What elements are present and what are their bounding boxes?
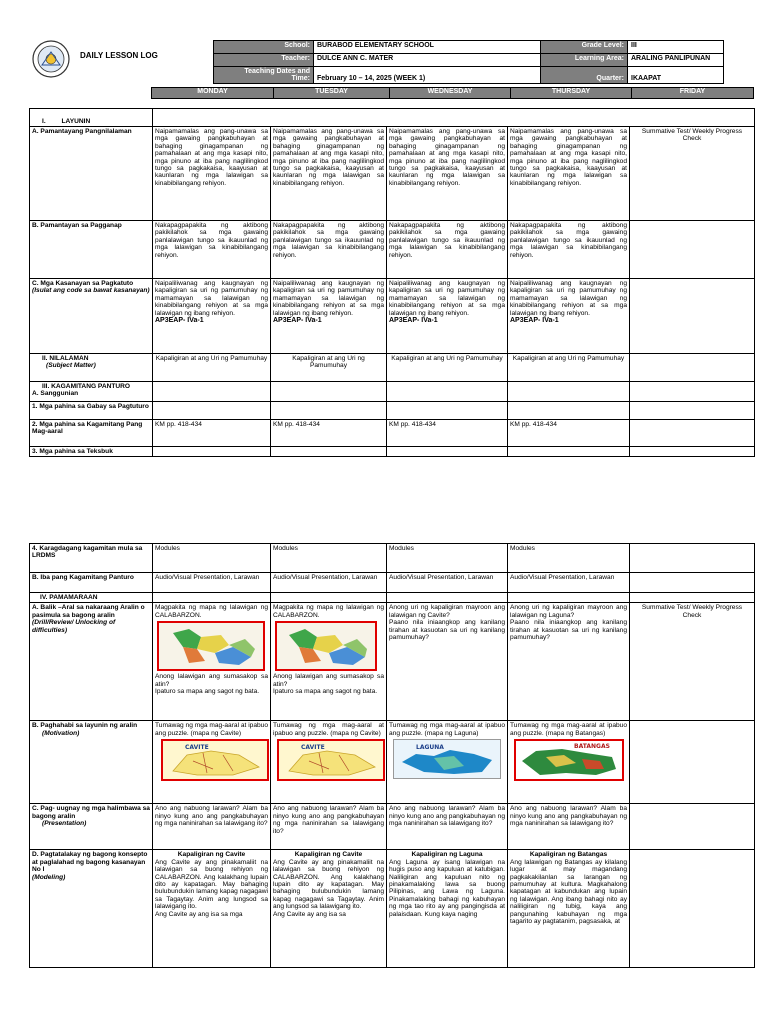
empty-cell <box>508 593 630 603</box>
mon-nilalaman: Kapaligiran at ang Uri ng Pamumuhay <box>153 354 271 382</box>
quarter-value: IKAAPAT <box>628 67 724 84</box>
teaching-dates-value: February 10 – 14, 2025 (WEEK 1) <box>314 67 541 84</box>
school-value: BURABOD ELEMENTARY SCHOOL <box>314 41 541 54</box>
thu-paghahabi <box>508 721 630 804</box>
thu-pag-uugnay: Ano ang nabuong larawan? Alam ba ninyo kung ano ang pangkabuhayan ng mga naninirahan sa lalawigang ito? <box>508 804 630 850</box>
cavite-map-image <box>277 739 385 781</box>
label-kagamitang-pang-mag-aaral: 2. Mga pahina sa Kagamitang Pang Mag-aaral <box>30 420 153 447</box>
label-pamamaraan: IV. PAMAMARAAN <box>30 593 153 603</box>
empty-cell <box>630 221 755 279</box>
pagtatalakay-label: D. Pagtatalakay ng bagong konsepto at paglalahad ng bagong kasanayan No I <box>32 851 148 874</box>
pag-uugnay-label: C. Pag- uugnay ng mga halimbawa sa bagong aralin <box>32 805 150 820</box>
days-header-row <box>151 87 754 99</box>
mon-pagtatalakay-text-2: Ang Cavite ay ang isa sa mga <box>155 910 243 918</box>
lesson-table-part-2 <box>29 543 755 968</box>
wed-km-pages: KM pp. 418-434 <box>387 420 508 447</box>
tue-pagtatalakay <box>271 850 387 968</box>
learning-area-label: Learning Area: <box>541 54 628 67</box>
kasanayan-note: (Isulat ang code sa bawat kasanayan) <box>32 287 150 295</box>
empty-cell <box>153 402 271 420</box>
label-gabay-sa-pagtuturo: 1. Mga pahina sa Gabay sa Pagtuturo <box>30 402 153 420</box>
tue-audio-visual: Audio/Visual Presentation, Larawan <box>271 573 387 593</box>
wed-kasanayan-code: AP3EAP- IVa-1 <box>389 317 438 325</box>
empty-cell <box>630 382 755 402</box>
pag-uugnay-note: (Presentation) <box>42 820 87 828</box>
tue-kasanayan-code: AP3EAP- IVa-1 <box>273 317 322 325</box>
wed-nilalaman: Kapaligiran at ang Uri ng Pamumuhay <box>387 354 508 382</box>
thu-nilalaman: Kapaligiran at ang Uri ng Pamumuhay <box>508 354 630 382</box>
tue-pamantayang-pangnilalaman: Naipamamalas ang pang-unawa sa mga gawaing pangkabuhayan at bahaging ginagampanan ng pamahalaan at ang mga kasapi nito, mga pinuno at iba pang naglilingkod tungo sa pagkakaisa, kaayusan at kaunlaran ng mga lalawigan sa kinabibilangang rehiyon. <box>271 127 387 221</box>
empty-cell <box>630 402 755 420</box>
mon-kasanayan-text: Naipaliliwanag ang kaugnayan ng kapaligiran sa uri ng pamumuhay ng mamamayan sa lalawigan ng kinabibilangang rehiyon at sa mga lalawigan ng ibang rehiyon. <box>155 280 268 317</box>
header-info-table <box>213 40 724 84</box>
day-wednesday: WEDNESDAY <box>390 88 511 99</box>
thu-pamantayang-pangnilalaman: Naipamamalas ang pang-unawa sa mga gawaing pangkabuhayan at bahaging ginagampanan ng pamahalaan at ang mga kasapi nito, mga pinuno at iba pang naglilingkod tungo sa pagkakaisa, kaayusan at kaunlaran ng mga lalawigan sa kinabibilangang rehiyon. <box>508 127 630 221</box>
label-pamantayan-sa-pagganap: B. Pamantayan sa Pagganap <box>30 221 153 279</box>
label-karagdagang-kagamitan: 4. Karagdagang kagamitan mula sa LRDMS <box>30 544 153 573</box>
mon-paghahabi-text: Tumawag ng mga mag-aaral at ipabuo ang puzzle. (mapa ng Cavite) <box>155 722 269 737</box>
fri-summative-test: Summative Test/ Weekly Progress Check <box>630 127 755 221</box>
empty-cell <box>271 382 387 402</box>
cavite-map-label: CAVITE <box>301 744 325 752</box>
empty-cell <box>387 593 508 603</box>
empty-cell <box>630 721 755 804</box>
label-nilalaman <box>30 354 153 382</box>
label-paghahabi-sa-layunin <box>30 721 153 804</box>
empty-cell <box>153 109 755 127</box>
calabarzon-map-image <box>275 621 377 671</box>
quarter-label: Quarter: <box>541 67 628 84</box>
empty-cell <box>271 402 387 420</box>
tue-modules: Modules <box>271 544 387 573</box>
teaching-dates-label-line1: Teaching Dates and <box>244 68 310 75</box>
nilalaman-note: (Subject Matter) <box>46 362 96 370</box>
tue-pag-uugnay: Ano ang nabuong larawan? Alam ba ninyo kung ano ang pangkabuhayan ng mga naninirahan sa lalawigang ito? <box>271 804 387 850</box>
mon-balik-aral-text-1: Magpakita ng mapa ng lalawigan ng CALABARZON. <box>155 604 268 619</box>
empty-cell <box>630 850 755 968</box>
wed-pamantayang-pangnilalaman: Naipamamalas ang pang-unawa sa mga gawaing pangkabuhayan at bahaging ginagampanan ng pamahalaan at ang mga kasapi nito, mga pinuno at iba pang naglilingkod tungo sa pagkakaisa, kaayusan at kaunlaran ng mga lalawigan sa kinabibilangang rehiyon. <box>387 127 508 221</box>
empty-cell <box>387 382 508 402</box>
tue-balik-aral <box>271 603 387 721</box>
label-kagamitang-panturo <box>30 382 153 402</box>
tue-pagtatalakay-text-2: Ang Cavite ay ang isa sa <box>273 910 346 918</box>
mon-kasanayan <box>153 279 271 354</box>
empty-cell <box>271 447 387 457</box>
thu-kasanayan <box>508 279 630 354</box>
section-i-number: I. <box>42 117 46 125</box>
grade-level-value: III <box>628 41 724 54</box>
empty-cell <box>508 447 630 457</box>
tue-pagtatalakay-title: Kapaligiran ng Cavite <box>294 851 363 859</box>
empty-cell <box>153 593 271 603</box>
mon-modules: Modules <box>153 544 271 573</box>
mon-audio-visual: Audio/Visual Presentation, Larawan <box>153 573 271 593</box>
label-iba-pang-kagamitang-panturo: B. Iba pang Kagamitang Panturo <box>30 573 153 593</box>
label-pagtatalakay <box>30 850 153 968</box>
wed-paghahabi <box>387 721 508 804</box>
label-pamantayang-pangnilalaman: A. Pamantayang Pangnilalaman <box>30 127 153 221</box>
wed-audio-visual: Audio/Visual Presentation, Larawan <box>387 573 508 593</box>
empty-cell <box>630 354 755 382</box>
empty-cell <box>508 382 630 402</box>
fri-summative-test: Summative Test/ Weekly Progress Check <box>630 603 755 721</box>
thu-modules: Modules <box>508 544 630 573</box>
thu-balik-aral-text-1: Anong uri ng kapaligiran mayroon ang lalawigan ng Laguna? <box>510 604 627 619</box>
mon-pamantayan-sa-pagganap: Nakapagpapakita ng aktibong pakikilahok sa mga gawaing panlalawigan tungo sa ikauunlad ng mga lalawigan sa kinabibilangang rehiyon. <box>153 221 271 279</box>
thu-pagtatalakay-text: Ang lalawigan ng Batangas ay kilalang lugar at may magandang pagkakakilanlan sa larangan ng pamumuhay at kultura. Magkahalong kapatagan at kabundukan ang lupain ng lalawigan. Ang ibang bahagi nito ay naliligiran ng tubig, kaya ang pangunahing kabuhayan ng mga tagarito ay pagtatanim, pagsasaka, at <box>510 858 627 926</box>
empty-cell <box>630 593 755 603</box>
empty-cell <box>153 382 271 402</box>
empty-cell <box>630 573 755 593</box>
empty-cell <box>153 447 271 457</box>
thu-audio-visual: Audio/Visual Presentation, Larawan <box>508 573 630 593</box>
wed-pagtatalakay-text: Ang Laguna ay isang lalawigan na hugis puso ang kapuluan at katubigan. Naliligiran ang kapuluan nito ng pinakamalaking lawa sa buong Pilipinas, ang Lawa ng Laguna. Pinakamalaking bahagi ng kabuhayan ng mga tao rito ay ang pangingisda at palaisdaan. Kung kaya naging <box>389 858 505 918</box>
mon-kasanayan-code: AP3EAP- IVa-1 <box>155 317 204 325</box>
sanggunian-label: A. Sanggunian <box>32 390 79 398</box>
paghahabi-label: B. Paghahabi sa layunin ng aralin <box>32 722 138 730</box>
wed-pagtatalakay-title: Kapaligiran ng Laguna <box>411 851 483 859</box>
laguna-map-label: LAGUNA <box>416 744 444 752</box>
day-monday: MONDAY <box>152 88 274 99</box>
kasanayan-label: C. Mga Kasanayan sa Pagkatuto <box>32 280 134 287</box>
mon-pagtatalakay <box>153 850 271 968</box>
empty-cell <box>508 402 630 420</box>
empty-cell <box>630 420 755 447</box>
lesson-table-part-1 <box>29 108 755 457</box>
thu-km-pages: KM pp. 418-434 <box>508 420 630 447</box>
empty-cell <box>271 593 387 603</box>
thu-pamantayan-sa-pagganap: Nakapagpapakita ng aktibong pakikilahok sa mga gawaing panlalawigan tungo sa ikauunlad ng mga lalawigan sa kinabibilangang rehiyon. <box>508 221 630 279</box>
school-label: School: <box>214 41 314 54</box>
teaching-dates-label-line2: Time: <box>291 75 310 82</box>
mon-pamantayang-pangnilalaman: Naipamamalas ang pang-unawa sa mga gawaing pangkabuhayan at bahaging ginagampanan ng pamahalaan at ang mga kasapi nito, mga pinuno at iba pang naglilingkod tungo sa pagkakaisa, kaayusan at kaunlaran ng mga lalawigan sa kinabibilangang rehiyon. <box>153 127 271 221</box>
tue-paghahabi <box>271 721 387 804</box>
empty-cell <box>630 804 755 850</box>
grade-level-label: Grade Level: <box>541 41 628 54</box>
mon-km-pages: KM pp. 418-434 <box>153 420 271 447</box>
day-friday: FRIDAY <box>632 88 754 99</box>
wed-pamantayan-sa-pagganap: Nakapagpapakita ng aktibong pakikilahok sa mga gawaing panlalawigan tungo sa ikauunlad ng mga lalawigan sa kinabibilangang rehiyon. <box>387 221 508 279</box>
label-mga-kasanayan <box>30 279 153 354</box>
laguna-map-image <box>393 739 501 779</box>
deped-seal-logo <box>32 40 70 78</box>
mon-paghahabi <box>153 721 271 804</box>
mon-pagtatalakay-text: Ang Cavite ay ang pinakamaliit na lalawigan sa buong rehiyon ng CALABARZON. Ang kalakhang lupain dito ay kapatagan. May bahaging bulubundukin lamang kapag nagagawi sa Tagaytay. Anim ang lungsod sa lalawigang ito. <box>155 858 268 911</box>
thu-balik-aral-text-2: Paano nila iniaangkop ang kanilang tirahan at kasuotan sa uri ng kanilang pamumuhay? <box>510 619 627 642</box>
empty-cell <box>630 279 755 354</box>
tue-balik-aral-text-3: Ipaturo sa mapa ang sagot ng bata. <box>273 688 378 696</box>
empty-cell <box>630 447 755 457</box>
teaching-dates-label <box>214 67 314 84</box>
nilalaman-label: II. NILALAMAN <box>42 355 89 362</box>
tue-balik-aral-text-2: Anong lalawigan ang sumasakop sa atin? <box>273 673 384 688</box>
tue-nilalaman: Kapaligiran at ang Uri ng Pamumuhay <box>271 354 387 382</box>
section-i-heading <box>30 109 153 127</box>
wed-kasanayan <box>387 279 508 354</box>
wed-balik-aral-text-1: Anong uri ng kapaligiran mayroon ang lalawigan ng Cavite? <box>389 604 505 619</box>
thu-kasanayan-text: Naipaliliwanag ang kaugnayan ng kapaligiran sa uri ng pamumuhay ng mamamayan sa lalawigan ng kinabibilangang rehiyon at sa mga lalawigan ng ibang rehiyon. <box>510 280 627 317</box>
tue-kasanayan <box>271 279 387 354</box>
balik-aral-label: A. Balik –Aral sa nakaraang Aralin o pasimula sa bagong aralin <box>32 604 145 619</box>
thu-paghahabi-text: Tumawag ng mga mag-aaral at ipabuo ang puzzle. (mapa ng Batangas) <box>510 722 627 737</box>
empty-cell <box>387 402 508 420</box>
wed-pag-uugnay: Ano ang nabuong larawan? Alam ba ninyo kung ano ang pangkabuhayan ng mga naninirahan sa lalawigang ito? <box>387 804 508 850</box>
tue-paghahabi-text: Tumawag ng mga mag-aaral at ipabuo ang puzzle. (mapa ng Cavite) <box>273 722 384 737</box>
batangas-map-label: BATANGAS <box>574 743 610 751</box>
label-pag-uugnay <box>30 804 153 850</box>
pagtatalakay-note: (Modeling) <box>32 873 66 881</box>
kagamitang-panturo-label: III. KAGAMITANG PANTURO <box>42 383 131 390</box>
tue-km-pages: KM pp. 418-434 <box>271 420 387 447</box>
label-balik-aral <box>30 603 153 721</box>
wed-balik-aral-text-2: Paano nila iniaangkop ang kanilang tirahan at kasuotan sa uri ng kanilang pamumuhay? <box>389 619 505 642</box>
tue-pagtatalakay-text: Ang Cavite ay ang pinakamaliit na lalawigan sa buong rehiyon ng CALABARZON. Ang kalakhang lupain dito ay kapatagan. May bahaging bulubundukin lamang kapag nagagawi sa Tagaytay. Anim ang lungsod sa lalawigang ito. <box>273 858 384 911</box>
tue-balik-aral-text-1: Magpakita ng mapa ng lalawigan ng CALABARZON. <box>273 604 384 619</box>
thu-pagtatalakay <box>508 850 630 968</box>
mon-balik-aral-text-3: Ipaturo sa mapa ang sagot ng bata. <box>155 688 260 696</box>
thu-pagtatalakay-title: Kapaligiran ng Batangas <box>529 851 608 859</box>
wed-paghahabi-text: Tumawag ng mga mag-aaral at ipabuo ang puzzle. (mapa ng Laguna) <box>389 722 505 737</box>
mon-balik-aral-text-2: Anong lalawigan ang sumasakop sa atin? <box>155 673 268 688</box>
cavite-map-label: CAVITE <box>185 744 209 752</box>
tue-pamantayan-sa-pagganap: Nakapagpapakita ng aktibong pakikilahok sa mga gawaing panlalawigan tungo sa ikauunlad ng mga lalawigan sa kinabibilangang rehiyon. <box>271 221 387 279</box>
section-i-title: LAYUNIN <box>61 117 91 125</box>
mon-pag-uugnay: Ano ang nabuong larawan? Alam ba ninyo kung ano ang pangkabuhayan ng mga naninirahan sa lalawigang ito? <box>153 804 271 850</box>
empty-cell <box>387 447 508 457</box>
wed-kasanayan-text: Naipaliliwanag ang kaugnayan ng kapaligiran sa uri ng pamumuhay ng mamamayan sa lalawigan ng kinabibilangang rehiyon at sa mga lalawigan ng ibang rehiyon. <box>389 280 505 317</box>
day-thursday: THURSDAY <box>511 88 632 99</box>
balik-aral-note: (Drill/Review/ Unlocking of difficulties) <box>32 619 116 634</box>
teacher-label: Teacher: <box>214 54 314 67</box>
thu-kasanayan-code: AP3EAP- IVa-1 <box>510 317 559 325</box>
calabarzon-map-image <box>157 621 265 671</box>
batangas-map-image <box>514 739 624 781</box>
paghahabi-note: (Motivation) <box>42 729 80 737</box>
teacher-value: DULCE ANN C. MATER <box>314 54 541 67</box>
label-teksbuk: 3. Mga pahina sa Teksbuk <box>30 447 153 457</box>
tue-kasanayan-text: Naipaliliwanag ang kaugnayan ng kapaligiran sa uri ng pamumuhay ng mamamayan sa lalawigan ng kinabibilangang rehiyon at sa mga lalawigan ng ibang rehiyon. <box>273 280 384 317</box>
thu-balik-aral <box>508 603 630 721</box>
wed-pagtatalakay <box>387 850 508 968</box>
page-title: DAILY LESSON LOG <box>80 51 158 60</box>
empty-cell <box>630 544 755 573</box>
learning-area-value: ARALING PANLIPUNAN <box>628 54 724 67</box>
wed-balik-aral <box>387 603 508 721</box>
wed-modules: Modules <box>387 544 508 573</box>
cavite-map-image <box>161 739 269 781</box>
mon-balik-aral <box>153 603 271 721</box>
mon-pagtatalakay-title: Kapaligiran ng Cavite <box>177 851 246 859</box>
day-tuesday: TUESDAY <box>274 88 390 99</box>
